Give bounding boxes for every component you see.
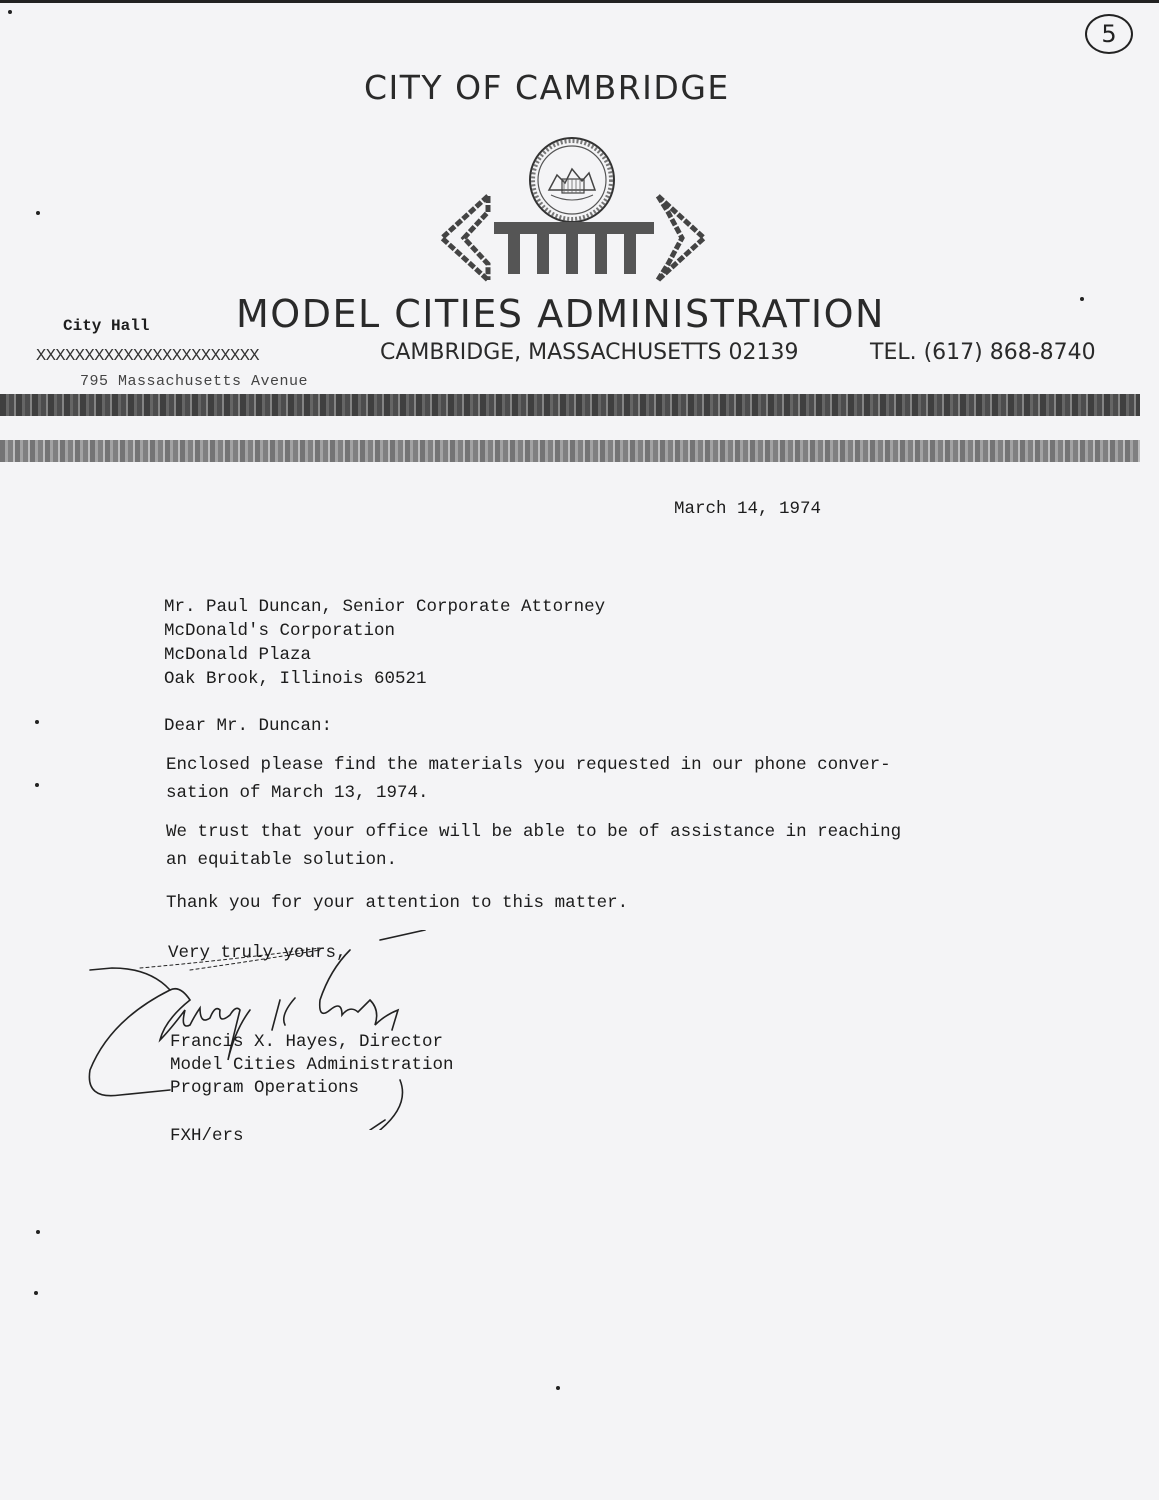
recipient-line: Oak Brook, Illinois 60521 bbox=[164, 669, 427, 689]
letterhead-office-name: City Hall bbox=[63, 317, 150, 335]
body-line: Enclosed please find the materials you requested in our phone conver- bbox=[166, 755, 891, 775]
letterhead-telephone: TEL. (617) 868-8740 bbox=[870, 340, 1096, 365]
body-line: sation of March 13, 1974. bbox=[166, 783, 429, 803]
recipient-address-block bbox=[164, 595, 605, 691]
body-line: an equitable solution. bbox=[166, 850, 398, 870]
recipient-line: Mr. Paul Duncan, Senior Corporate Attorney bbox=[164, 597, 606, 617]
scan-speck bbox=[36, 1230, 40, 1234]
page-number-circled: 5 bbox=[1085, 14, 1133, 54]
scan-speck bbox=[34, 1291, 38, 1295]
letterhead-rule-bottom bbox=[0, 440, 1140, 462]
body-line: Thank you for your attention to this matter. bbox=[166, 893, 629, 913]
letterhead-struck-address: XXXXXXXXXXXXXXXXXXXXXXX bbox=[36, 347, 260, 366]
scan-top-edge bbox=[0, 0, 1159, 3]
typist-initials: FXH/ers bbox=[170, 1126, 244, 1146]
scan-speck bbox=[35, 783, 39, 787]
complimentary-closing: Very truly yours, bbox=[168, 943, 347, 963]
recipient-line: McDonald Plaza bbox=[164, 645, 312, 665]
body-line: We trust that your office will be able to be of assistance in reaching bbox=[166, 822, 902, 842]
signer-line: Francis X. Hayes, Director bbox=[170, 1032, 444, 1052]
recipient-line: McDonald's Corporation bbox=[164, 621, 396, 641]
letter-date: March 14, 1974 bbox=[674, 499, 822, 519]
body-paragraph bbox=[166, 751, 891, 807]
letterhead-city-state-zip: CAMBRIDGE, MASSACHUSETTS 02139 bbox=[380, 340, 799, 365]
body-paragraph bbox=[166, 893, 628, 913]
scan-speck bbox=[8, 10, 12, 14]
signer-line: Model Cities Administration bbox=[170, 1055, 454, 1075]
scan-speck bbox=[35, 720, 39, 724]
model-cities-arrow-logo-icon bbox=[436, 190, 711, 285]
letterhead-administration-title: MODEL CITIES ADMINISTRATION bbox=[236, 292, 885, 336]
signer-line: Program Operations bbox=[170, 1078, 360, 1098]
scan-speck bbox=[556, 1386, 560, 1390]
salutation: Dear Mr. Duncan: bbox=[164, 716, 333, 736]
letterhead-rule-top bbox=[0, 394, 1140, 416]
handwritten-signature bbox=[80, 930, 500, 1130]
scan-speck bbox=[36, 211, 40, 215]
body-paragraph bbox=[166, 818, 901, 874]
letterhead-city-title: CITY OF CAMBRIDGE bbox=[364, 68, 730, 107]
scan-speck bbox=[1080, 297, 1084, 301]
letterhead-street-address: 795 Massachusetts Avenue bbox=[80, 373, 309, 390]
signer-block bbox=[170, 1031, 454, 1100]
